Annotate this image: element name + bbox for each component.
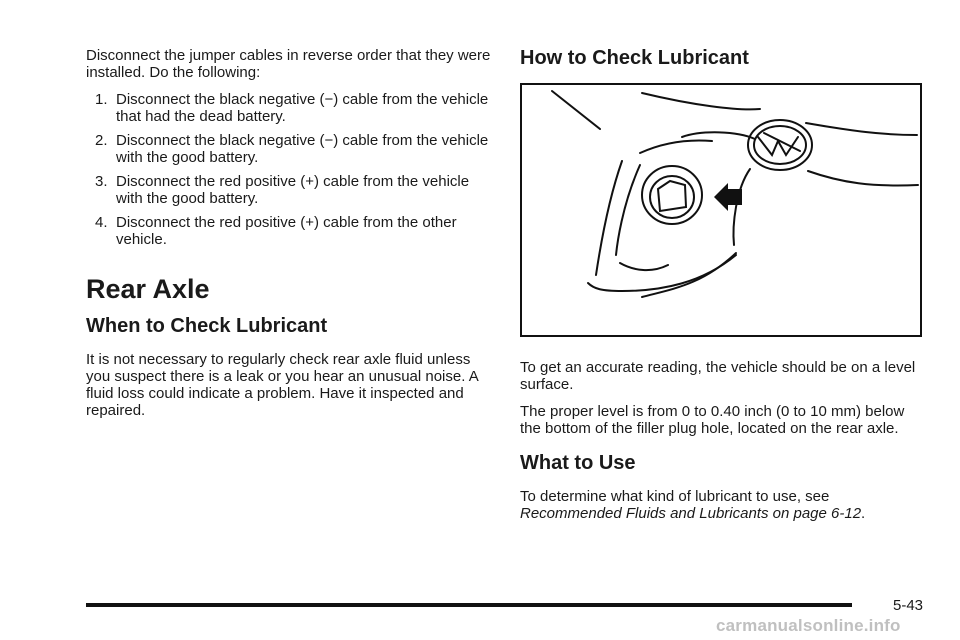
how-to-check-heading: How to Check Lubricant bbox=[520, 47, 749, 69]
right-column bbox=[520, 46, 925, 532]
watermark: carmanualsonline.info bbox=[716, 616, 901, 635]
rear-axle-drawing bbox=[522, 85, 920, 335]
step-text: Disconnect the red positive (+) cable from the other vehicle. bbox=[116, 214, 457, 248]
footer-rule bbox=[86, 603, 852, 607]
proper-level-text: The proper level is from 0 to 0.40 inch (0 to 10 mm) below the bottom of the filler plug hole, located on the rear axle. bbox=[520, 403, 905, 437]
page-number: 5-43 bbox=[893, 597, 924, 614]
section-title: Rear Axle bbox=[86, 274, 210, 304]
indicator-arrow-icon bbox=[714, 183, 742, 211]
left-column bbox=[86, 47, 496, 429]
what-to-use-heading: What to Use bbox=[520, 452, 636, 474]
rear-axle-illustration bbox=[520, 83, 922, 337]
step-text: Disconnect the black negative (−) cable from the vehicle with the good battery. bbox=[116, 132, 489, 166]
what-to-use-body bbox=[520, 488, 925, 522]
level-surface-text: To get an accurate reading, the vehicle should be on a level surface. bbox=[520, 359, 916, 393]
step-number: 2. bbox=[95, 132, 108, 149]
reference-period: . bbox=[861, 505, 866, 522]
step-item bbox=[86, 173, 496, 207]
disconnect-steps-list bbox=[86, 91, 496, 248]
when-to-check-body: It is not necessary to regularly check rear axle fluid unless you suspect there is a leak or you hear an unusual noise. A fluid loss could indicate a problem. Have it inspected and repaired. bbox=[86, 351, 478, 419]
step-number: 3. bbox=[95, 173, 108, 190]
when-to-check-heading: When to Check Lubricant bbox=[86, 315, 328, 337]
step-item bbox=[86, 91, 496, 125]
recommended-fluids-reference: Recommended Fluids and Lubricants on page 6-12 bbox=[520, 505, 862, 522]
step-number: 4. bbox=[95, 214, 108, 231]
step-item bbox=[86, 214, 496, 248]
intro-paragraph: Disconnect the jumper cables in reverse order that they were installed. Do the following: bbox=[86, 47, 491, 81]
step-number: 1. bbox=[95, 91, 108, 108]
what-to-use-text: To determine what kind of lubricant to use, see bbox=[520, 488, 830, 505]
step-item bbox=[86, 132, 496, 166]
step-text: Disconnect the red positive (+) cable from the vehicle with the good battery. bbox=[116, 173, 470, 207]
step-text: Disconnect the black negative (−) cable from the vehicle that had the dead battery. bbox=[116, 91, 489, 125]
